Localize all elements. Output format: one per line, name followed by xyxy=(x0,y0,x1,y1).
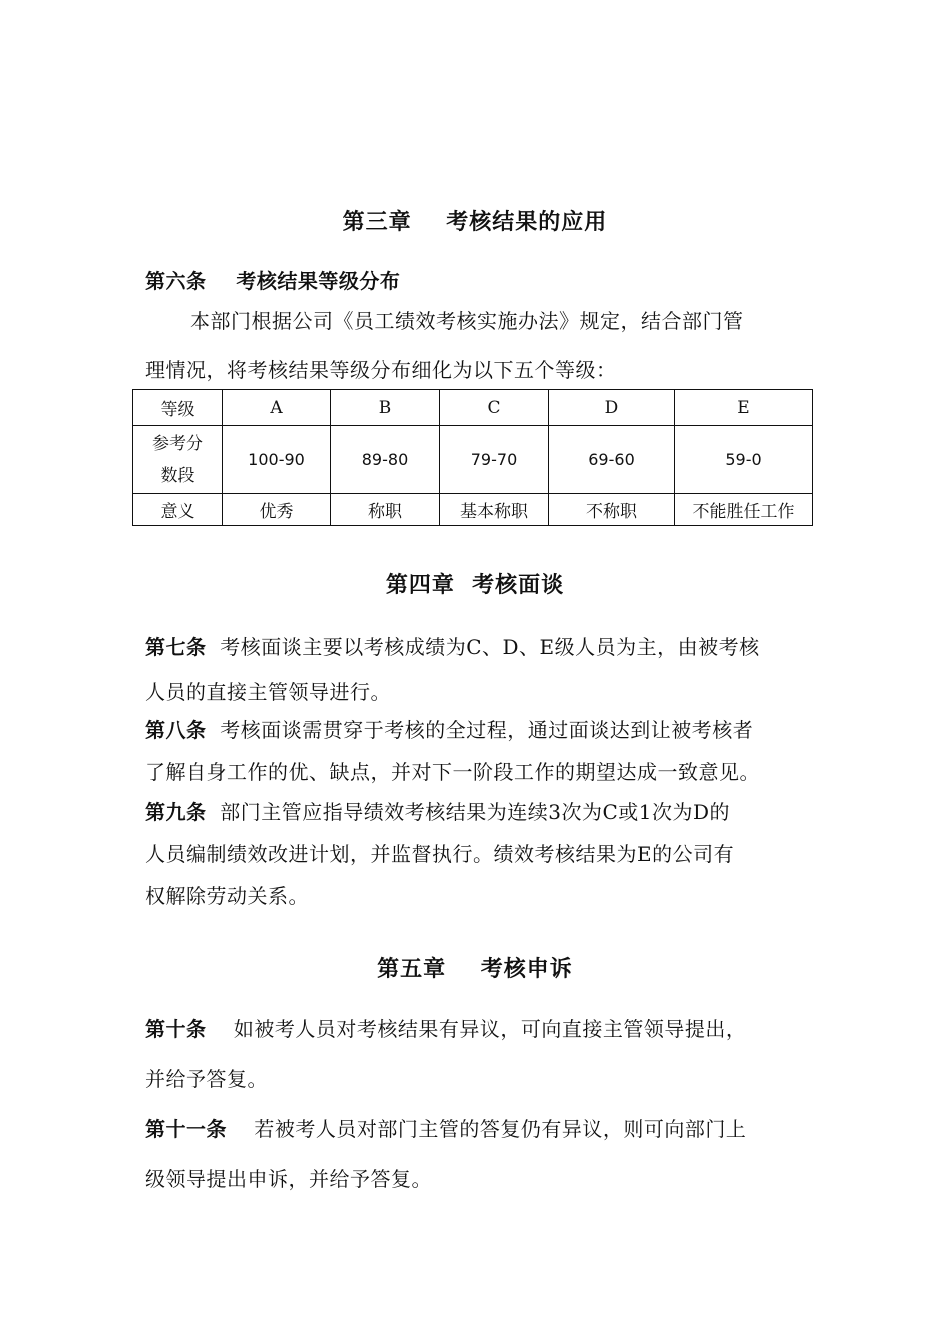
table-cell-grade-e: E xyxy=(675,390,813,426)
article-11-text-1: 若被考人员对部门主管的答复仍有异议，则可向部门上 xyxy=(227,1117,747,1141)
table-row-grade xyxy=(133,390,813,426)
article-6-heading: 第六条 考核结果等级分布 xyxy=(145,269,401,293)
chapter-3-title: 第三章 考核结果的应用 xyxy=(342,210,608,235)
grade-distribution-table xyxy=(132,389,813,526)
chapter-4-title: 第四章 考核面谈 xyxy=(385,573,565,598)
table-cell-score-c: 79-70 xyxy=(440,426,549,494)
table-cell-grade-a: A xyxy=(223,390,331,426)
table-cell-label-grade: 等级 xyxy=(133,390,223,426)
table-cell-meaning-a: 优秀 xyxy=(223,494,331,526)
article-7-text-1: 考核面谈主要以考核成绩为C、D、E级人员为主，由被考核 xyxy=(206,635,760,659)
article-10-label: 第十条 xyxy=(145,1017,207,1041)
table-cell-meaning-c: 基本称职 xyxy=(440,494,549,526)
article-11-line-2: 级领导提出申诉，并给予答复。 xyxy=(145,1167,432,1191)
table-cell-score-e: 59-0 xyxy=(675,426,813,494)
article-10-line-1 xyxy=(145,1013,746,1042)
article-8-line-1 xyxy=(145,714,753,743)
table-cell-score-b: 89-80 xyxy=(331,426,440,494)
table-cell-meaning-b: 称职 xyxy=(331,494,440,526)
article-9-line-1 xyxy=(145,796,730,825)
table-cell-grade-d: D xyxy=(549,390,675,426)
article-9-label: 第九条 xyxy=(145,800,207,824)
table-row-meaning xyxy=(133,494,813,526)
article-8-label: 第八条 xyxy=(145,718,207,742)
article-11-line-1 xyxy=(145,1113,746,1142)
article-10-line-2: 并给予答复。 xyxy=(145,1067,268,1091)
article-8-line-2: 了解自身工作的优、缺点，并对下一阶段工作的期望达成一致意见。 xyxy=(145,760,760,784)
article-9-line-2: 人员编制绩效改进计划，并监督执行。绩效考核结果为E的公司有 xyxy=(145,842,735,866)
table-cell-grade-b: B xyxy=(331,390,440,426)
table-cell-score-a: 100-90 xyxy=(223,426,331,494)
article-7-line-2: 人员的直接主管领导进行。 xyxy=(145,680,391,704)
table-cell-score-d: 69-60 xyxy=(549,426,675,494)
table-cell-meaning-d: 不称职 xyxy=(549,494,675,526)
article-11-label: 第十一条 xyxy=(145,1117,227,1141)
article-8-text-1: 考核面谈需贯穿于考核的全过程，通过面谈达到让被考核者 xyxy=(206,718,754,742)
article-7-label: 第七条 xyxy=(145,635,207,659)
table-cell-label-score xyxy=(133,426,223,494)
article-9-line-3: 权解除劳动关系。 xyxy=(145,884,309,908)
article-9-text-1: 部门主管应指导绩效考核结果为连续3次为C或1次为D的 xyxy=(206,800,731,824)
table-cell-grade-c: C xyxy=(440,390,549,426)
article-7-line-1 xyxy=(145,631,760,660)
chapter-5-title: 第五章 考核申诉 xyxy=(377,957,573,982)
table-row-score xyxy=(133,426,813,494)
article-10-text-1: 如被考人员对考核结果有异议，可向直接主管领导提出， xyxy=(206,1017,747,1041)
score-label-line-2: 数段 xyxy=(160,465,195,486)
table-cell-meaning-e: 不能胜任工作 xyxy=(675,494,813,526)
article-6-line-2: 理情况，将考核结果等级分布细化为以下五个等级： xyxy=(145,358,617,382)
table-cell-label-meaning: 意义 xyxy=(133,494,223,526)
score-label-line-1: 参考分 xyxy=(152,433,203,454)
article-6-line-1: 本部门根据公司《员工绩效考核实施办法》规定，结合部门管 xyxy=(190,309,744,333)
